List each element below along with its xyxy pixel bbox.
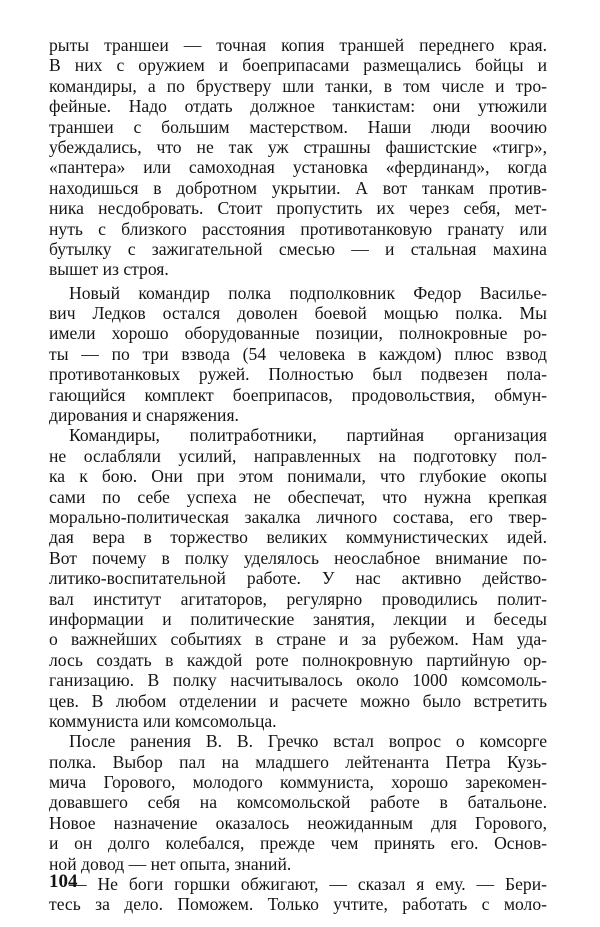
text-line: гающийся комплект боеприпасов, продовольствия, обмун- bbox=[49, 384, 547, 405]
text-line: ты — по три взвода (54 человека в каждом) плюс взвод bbox=[49, 343, 547, 364]
text-line: мича Горового, молодого коммуниста, хорошо зарекомен- bbox=[49, 772, 547, 793]
text-line: вышет из строя. bbox=[49, 259, 169, 280]
paragraph-first-line: Новый командир полка подполковник Федор Васильe- bbox=[69, 282, 547, 303]
text-line: и он долго колебался, прежде чем принять его. Основ- bbox=[49, 833, 547, 854]
text-line: Новое назначение оказалось неожиданным для Горового, bbox=[49, 812, 547, 833]
text-line: имели хорошо оборудованные позиции, полнокровные ро- bbox=[49, 323, 547, 344]
text-line: не ослабляли усилий, направленных на подготовку пол- bbox=[49, 445, 547, 466]
text-line: вал институт агитаторов, регулярно проводились полит- bbox=[49, 588, 547, 609]
text-line: довавшего себя на комсомольской работе в батальоне. bbox=[49, 792, 547, 813]
text-line: убеждались, что не так уж страшны фашистские «тигр», bbox=[49, 136, 547, 157]
text-line: цев. В любом отделении и расчете можно было встретить bbox=[49, 690, 547, 711]
paragraph-first-line: После ранения В. В. Гречко встал вопрос о комсорге bbox=[69, 731, 547, 752]
text-line: фейные. Надо отдать должное танкистам: они утюжили bbox=[49, 96, 547, 117]
text-line: ника несдобровать. Стоит пропустить их через себя, мет- bbox=[49, 198, 547, 219]
text-line: ной довод — нет опыта, знаний. bbox=[49, 853, 292, 874]
text-line: дирования и снаряжения. bbox=[49, 405, 239, 426]
text-line: В них с оружием и боеприпасами размещались бойцы и bbox=[49, 55, 547, 76]
text-line: о важнейших событиях в стране и за рубежом. Нам уда- bbox=[49, 629, 547, 650]
paragraph-first-line: Командиры, политработники, партийная организация bbox=[69, 425, 547, 446]
text-line: противотанковых ружей. Полностью был подвезен пола- bbox=[49, 364, 547, 385]
page-number: 104 bbox=[49, 871, 78, 892]
text-line: лось создать в каждой роте полнокровную партийную ор- bbox=[49, 649, 547, 670]
text-line: коммуниста или комсомольца. bbox=[49, 710, 277, 731]
text-line: ка к бою. Они при этом понимали, что глубокие окопы bbox=[49, 466, 547, 487]
text-line: полка. Выбор пал на младшего лейтенанта Петра Кузь- bbox=[49, 751, 547, 772]
text-line: «пантера» или самоходная установка «фердинанд», когда bbox=[49, 157, 547, 178]
text-line: тесь за дело. Поможем. Только учтите, работать с моло- bbox=[49, 894, 547, 915]
text-line: сами по себе успеха не обеспечат, что нужна крепкая bbox=[49, 486, 547, 507]
text-line: информации и политические занятия, лекции и беседы bbox=[49, 608, 547, 629]
text-line: траншеи с большим мастерством. Наши люди воочию bbox=[49, 116, 547, 137]
text-line: литико-воспитательной работе. У нас активно действо- bbox=[49, 568, 547, 589]
text-line: бутылку с зажигательной смесью — и стальная махина bbox=[49, 238, 547, 259]
text-line: рыты траншеи — точная копия траншей переднего края. bbox=[49, 35, 547, 55]
paragraph-first-line: — Не боги горшки обжигают, — сказал я ему. — Бери- bbox=[69, 874, 547, 895]
text-line: находишься в добротном укрытии. А вот танкам против- bbox=[49, 177, 547, 198]
body-text bbox=[49, 35, 547, 915]
text-line: нуть с близкого расстояния противотанковую гранату или bbox=[49, 218, 547, 239]
text-line: вич Ледков остался доволен боевой мощью полка. Мы bbox=[49, 303, 547, 324]
text-line: морально-политическая закалка личного состава, его твер- bbox=[49, 506, 547, 527]
text-line: ганизацию. В полку насчитывалось около 1000 комсомоль- bbox=[49, 670, 547, 691]
text-line: командиры, а по брустверу шли танки, в том числе и тро- bbox=[49, 75, 547, 96]
text-line: дая вера в торжество великих коммунистических идей. bbox=[49, 527, 547, 548]
text-line: Вот почему в полку уделялось неослабное внимание по- bbox=[49, 547, 547, 568]
